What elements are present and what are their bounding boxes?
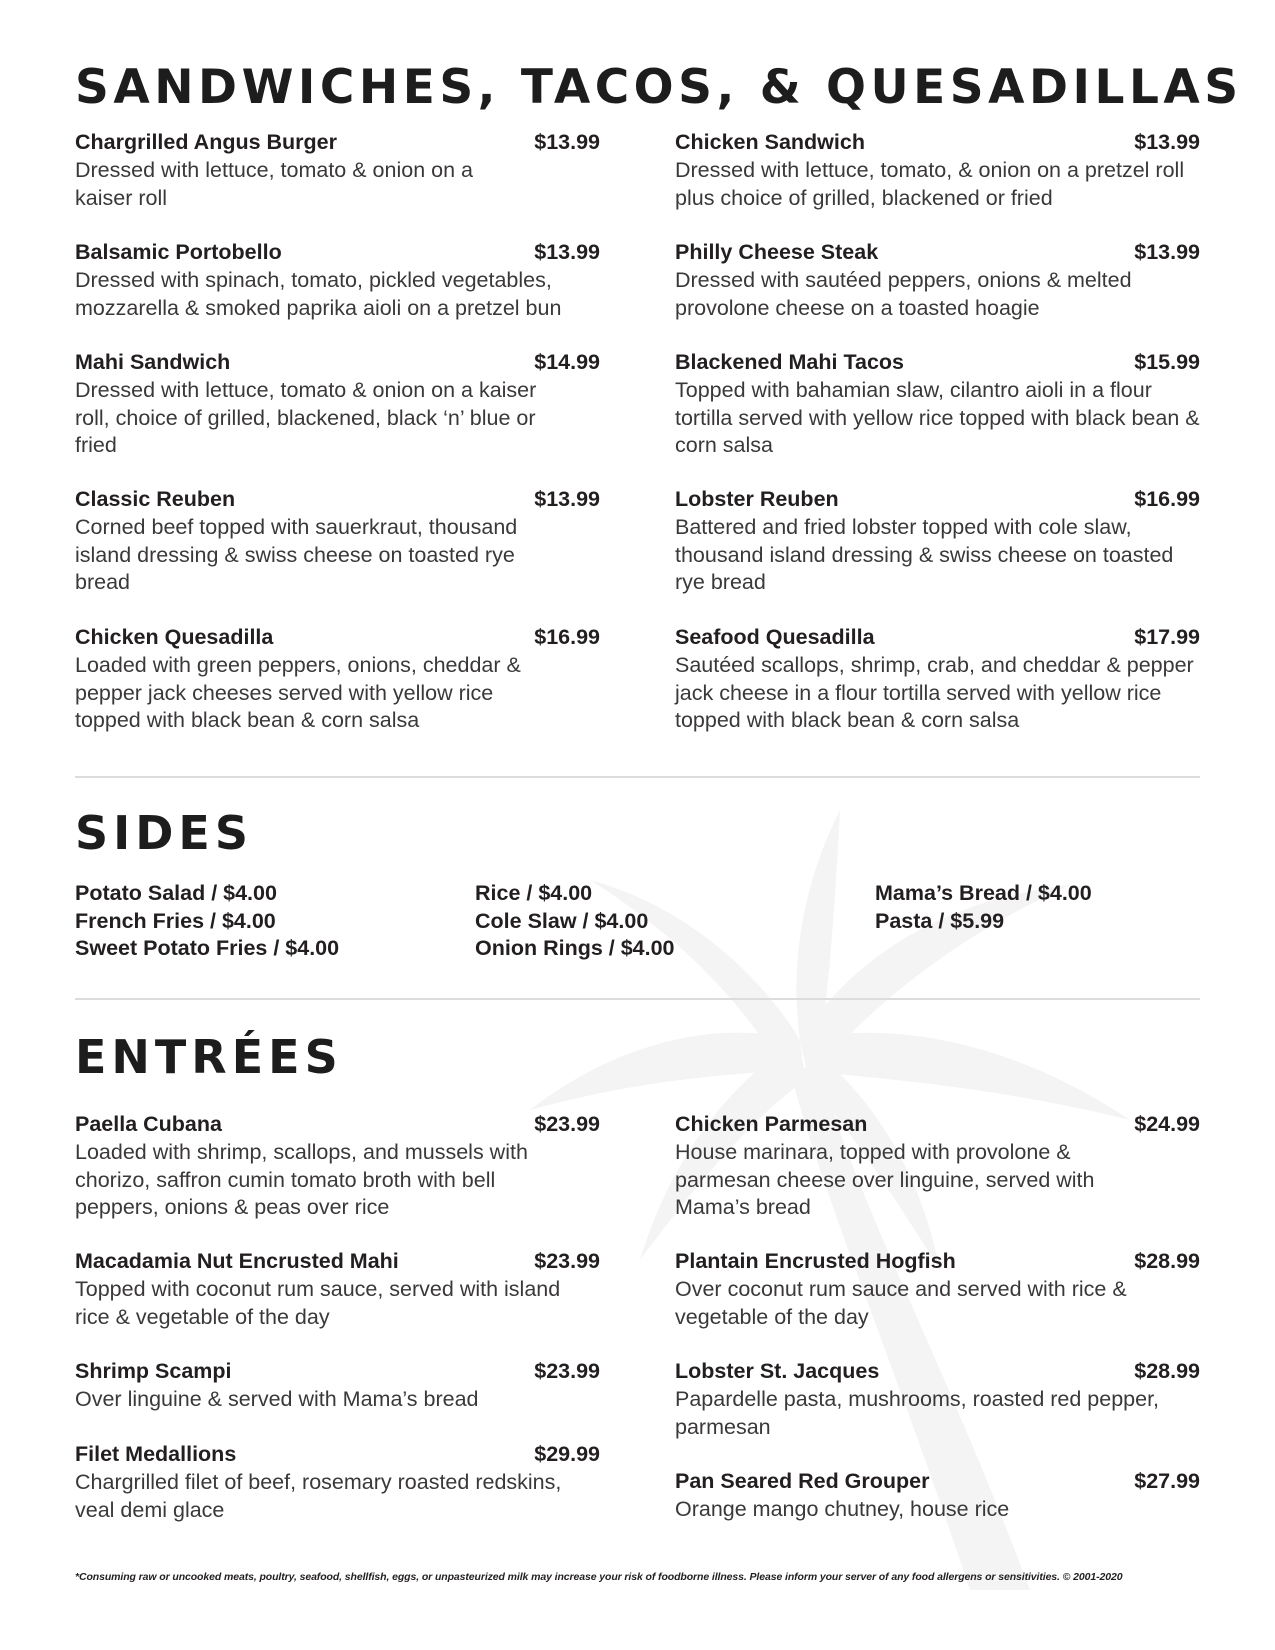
item-description: Battered and fried lobster topped with cole slaw, thousand island dressing & swiss cheese on toasted rye bread: [675, 515, 1174, 594]
item-name: Paella Cubana: [75, 1112, 222, 1136]
item-price: $13.99: [1134, 130, 1200, 154]
item-price: $13.99: [534, 130, 600, 154]
section-title-sandwiches: SANDWICHES, TACOS, & QUESADILLAS: [75, 60, 1243, 115]
item-description: Topped with coconut rum sauce, served with island rice & vegetable of the day: [75, 1277, 561, 1329]
item-name: Chicken Parmesan: [675, 1112, 868, 1136]
item-name: Chicken Sandwich: [675, 130, 865, 154]
menu-item: [675, 625, 1200, 735]
menu-item: [75, 1249, 600, 1331]
item-name: Plantain Encrusted Hogfish: [675, 1249, 956, 1273]
item-price: $16.99: [534, 625, 600, 649]
item-description: Corned beef topped with sauerkraut, thousand island dressing & swiss cheese on toasted rye bread: [75, 515, 518, 594]
sides-column-3: [875, 880, 1092, 935]
side-item: Potato Salad / $4.00: [75, 881, 277, 905]
menu-item: [75, 350, 600, 460]
item-price: $13.99: [534, 487, 600, 511]
item-description: Papardelle pasta, mushrooms, roasted red pepper, parmesan: [675, 1387, 1160, 1439]
item-name: Chargrilled Angus Burger: [75, 130, 338, 154]
item-price: $27.99: [1134, 1469, 1200, 1493]
item-price: $15.99: [1134, 350, 1200, 374]
menu-item: [675, 350, 1200, 460]
section-title-entrees: ENTRÉES: [75, 1030, 343, 1084]
side-item: Onion Rings / $4.00: [475, 936, 675, 960]
item-name: Shrimp Scampi: [75, 1359, 232, 1383]
section-divider: [75, 998, 1200, 1000]
sides-column-1: [75, 880, 339, 963]
menu-item: [675, 130, 1200, 212]
menu-item: [75, 1359, 600, 1414]
side-item: Mama’s Bread / $4.00: [875, 881, 1092, 905]
menu-item: [675, 240, 1200, 322]
item-name: Philly Cheese Steak: [675, 240, 879, 264]
side-item: Rice / $4.00: [475, 881, 593, 905]
item-name: Macadamia Nut Encrusted Mahi: [75, 1249, 399, 1273]
menu-item: [75, 1112, 600, 1222]
menu-item: [75, 625, 600, 735]
item-price: $28.99: [1134, 1249, 1200, 1273]
item-price: $23.99: [534, 1249, 600, 1273]
item-name: Blackened Mahi Tacos: [675, 350, 905, 374]
menu-item: [75, 130, 600, 212]
item-price: $23.99: [534, 1359, 600, 1383]
item-description: Loaded with green peppers, onions, cheddar & pepper jack cheeses served with yellow rice topped with black bean & corn salsa: [75, 653, 521, 732]
item-name: Mahi Sandwich: [75, 350, 231, 374]
item-description: House marinara, topped with provolone & parmesan cheese over linguine, served with Mama’s bread: [675, 1140, 1095, 1219]
food-safety-disclaimer: *Consuming raw or uncooked meats, poultry, seafood, shellfish, eggs, or unpasteurized milk may increase your risk of foodborne illness. Please inform your server of any food allergens or sensitivities. © 2001-2020: [75, 1571, 1123, 1583]
side-item: Sweet Potato Fries / $4.00: [75, 936, 340, 960]
side-item: Pasta / $5.99: [875, 908, 1005, 933]
item-price: $24.99: [1134, 1112, 1200, 1136]
item-name: Seafood Quesadilla: [675, 625, 875, 649]
item-description: Dressed with sautéed peppers, onions & melted provolone cheese on a toasted hoagie: [675, 268, 1132, 320]
item-description: Loaded with shrimp, scallops, and mussels with chorizo, saffron cumin tomato broth with bell peppers, onions & peas over rice: [75, 1140, 528, 1219]
menu-item: [75, 240, 600, 322]
item-price: $17.99: [1134, 625, 1200, 649]
item-price: $14.99: [534, 350, 600, 374]
section-title-sides: SIDES: [75, 806, 253, 860]
item-description: Over coconut rum sauce and served with rice & vegetable of the day: [675, 1277, 1127, 1329]
item-name: Balsamic Portobello: [75, 240, 282, 264]
menu-item: [675, 1469, 1200, 1524]
item-name: Lobster St. Jacques: [675, 1359, 880, 1383]
side-item: French Fries / $4.00: [75, 908, 276, 933]
item-description: Chargrilled filet of beef, rosemary roasted redskins, veal demi glace: [75, 1470, 562, 1522]
side-item: Cole Slaw / $4.00: [475, 908, 649, 933]
item-description: Dressed with lettuce, tomato & onion on a kaiser roll, choice of grilled, blackened, black ‘n’ blue or fried: [75, 378, 537, 457]
item-price: $28.99: [1134, 1359, 1200, 1383]
item-name: Filet Medallions: [75, 1442, 237, 1466]
menu-item: [675, 1249, 1200, 1331]
item-description: Sautéed scallops, shrimp, crab, and cheddar & pepper jack cheese in a flour tortilla served with yellow rice topped with black bean & corn salsa: [675, 653, 1194, 732]
menu-item: [75, 1442, 600, 1524]
menu-item: [75, 487, 600, 597]
menu-item: [675, 487, 1200, 597]
item-price: $13.99: [534, 240, 600, 264]
item-description: Orange mango chutney, house rice: [675, 1497, 1010, 1521]
item-name: Pan Seared Red Grouper: [675, 1469, 930, 1493]
item-name: Chicken Quesadilla: [75, 625, 274, 649]
item-price: $13.99: [1134, 240, 1200, 264]
menu-item: [675, 1112, 1200, 1222]
item-description: Dressed with lettuce, tomato & onion on a kaiser roll: [75, 158, 473, 210]
item-price: $29.99: [534, 1442, 600, 1466]
item-name: Classic Reuben: [75, 487, 236, 511]
item-description: Dressed with lettuce, tomato, & onion on a pretzel roll plus choice of grilled, blackened or fried: [675, 158, 1185, 210]
item-description: Over linguine & served with Mama’s bread: [75, 1387, 479, 1411]
section-divider: [75, 776, 1200, 778]
sides-column-2: [475, 880, 675, 963]
menu-item: [675, 1359, 1200, 1441]
item-description: Topped with bahamian slaw, cilantro aioli in a flour tortilla served with yellow rice topped with black bean & corn salsa: [675, 378, 1200, 457]
item-name: Lobster Reuben: [675, 487, 839, 511]
item-description: Dressed with spinach, tomato, pickled vegetables, mozzarella & smoked paprika aioli on a pretzel bun: [75, 268, 562, 320]
item-price: $23.99: [534, 1112, 600, 1136]
item-price: $16.99: [1134, 487, 1200, 511]
